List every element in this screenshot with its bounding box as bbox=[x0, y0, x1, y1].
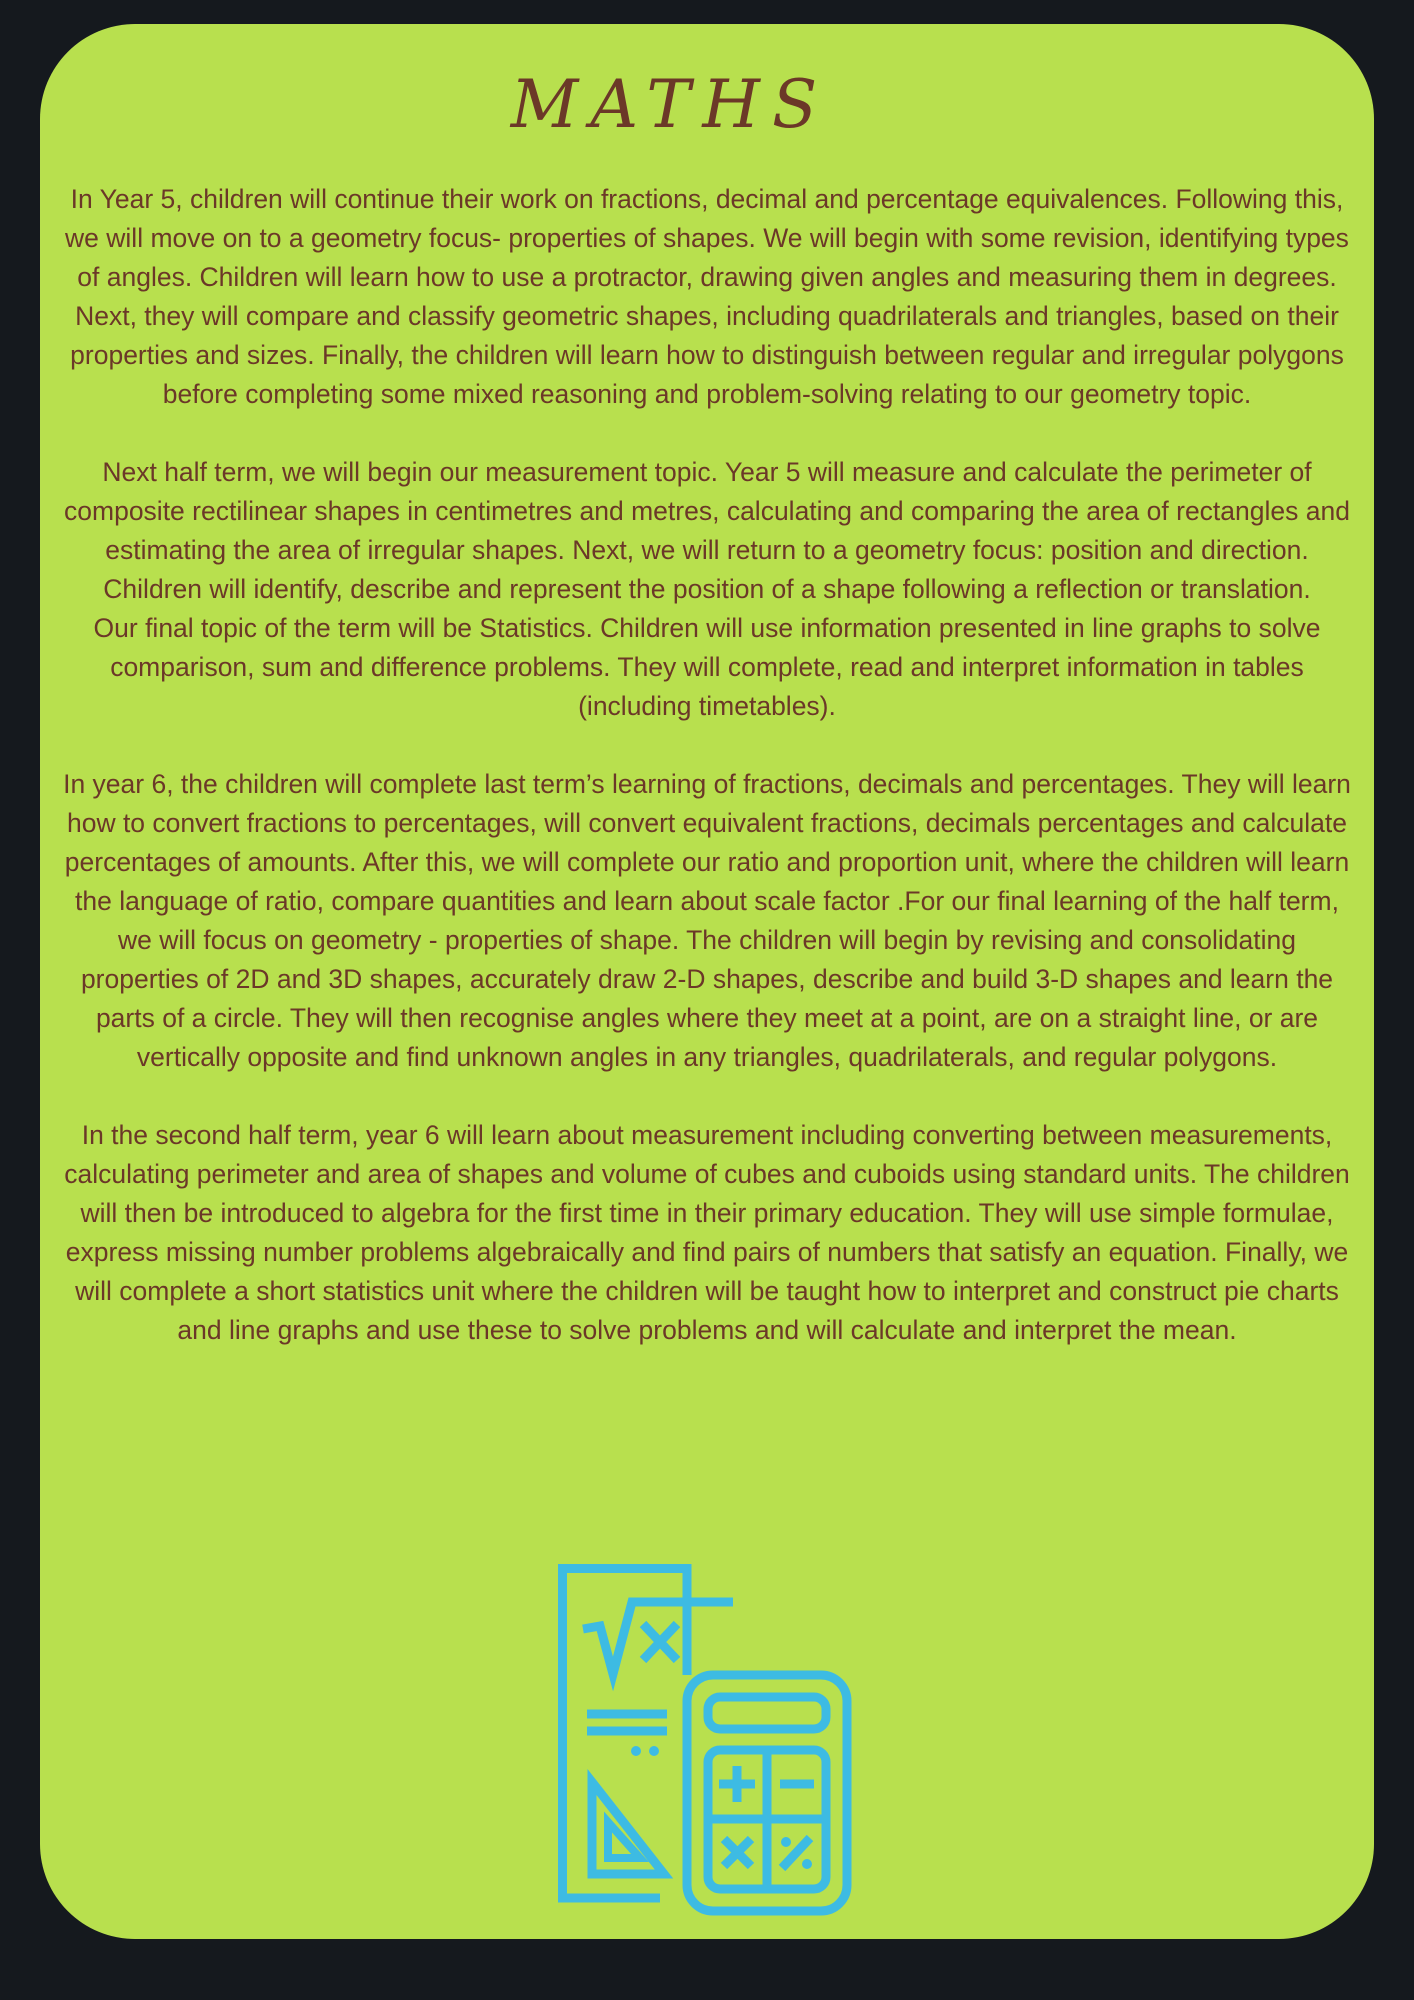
percent-dot-bottom bbox=[802, 1859, 812, 1869]
maths-card bbox=[40, 24, 1374, 1939]
paragraph-year6-intro: In year 6, the children will complete last term’s learning of fractions, decimals and percentages. They will learn how to convert fractions to percentages, will convert equivalent fractions, decimals percentages and calculate percentages of amounts. After this, we will complete our ratio and proportion unit, where the children will learn the language of ratio, compare quantities and learn about scale factor .For our final learning of the half term, we will focus on geometry - properties of shape. The children will begin by revising and consolidating properties of 2D and 3D shapes, accurately draw 2-D shapes, describe and build 3-D shapes and learn the parts of a circle. They will then recognise angles where they meet at a point, are on a straight line, or are vertically opposite and find unknown angles in any triangles, quadrilaterals, and regular polygons. bbox=[63, 769, 1351, 1072]
x-symbol bbox=[643, 1624, 677, 1660]
equals-dot-right bbox=[649, 1746, 659, 1756]
paragraph-year6-second-half: In the second half term, year 6 will learn about measurement including converting between measurements, calculating perimeter and area of shapes and volume of cubes and cuboids using standard units. The children will then be introduced to algebra for the first time in their primary education. They will use simple formulae, express missing number problems algebraically and find pairs of numbers that satisfy an equation. Finally, we will complete a short statistics unit where the children will be taught how to interpret and construct pie charts and line graphs and use these to solve problems and will calculate and interpret the mean. bbox=[64, 1120, 1350, 1345]
percent-dot-top bbox=[781, 1837, 791, 1847]
maths-calculator-icon bbox=[558, 1564, 858, 1920]
equals-dot-left bbox=[631, 1746, 641, 1756]
paragraph-year5-measurement: Next half term, we will begin our measurement topic. Year 5 will measure and calculate the perimeter of composite rectilinear shapes in centimetres and metres, calculating and comparing the area of rectangles and estimating the area of irregular shapes. Next, we will return to a geometry focus: position and direction. Children will identify, describe and represent the position of a shape following a reflection or translation. bbox=[64, 457, 1350, 604]
equals-lines bbox=[587, 1714, 667, 1731]
page-title: MATHS bbox=[510, 66, 830, 143]
paragraph-year5-intro: In Year 5, children will continue their work on fractions, decimal and percentage equivalences. Following this, we will move on to a geometry focus- properties of shapes. We will begin with some revision, identifying types of angles. Children will learn how to use a protractor, drawing given angles and measuring them in degrees. Next, they will compare and classify geometric shapes, including quadrilaterals and triangles, based on their properties and sizes. Finally, the children will learn how to distinguish between regular and irregular polygons before completing some mixed reasoning and problem-solving relating to our geometry topic. bbox=[65, 184, 1349, 409]
maths-description bbox=[60, 180, 1354, 1350]
paragraph-year5-statistics: Our final topic of the term will be Statistics. Children will use information presented in line graphs to solve comparison, sum and difference problems. They will complete, read and interpret information in tables (including timetables). bbox=[93, 613, 1321, 721]
